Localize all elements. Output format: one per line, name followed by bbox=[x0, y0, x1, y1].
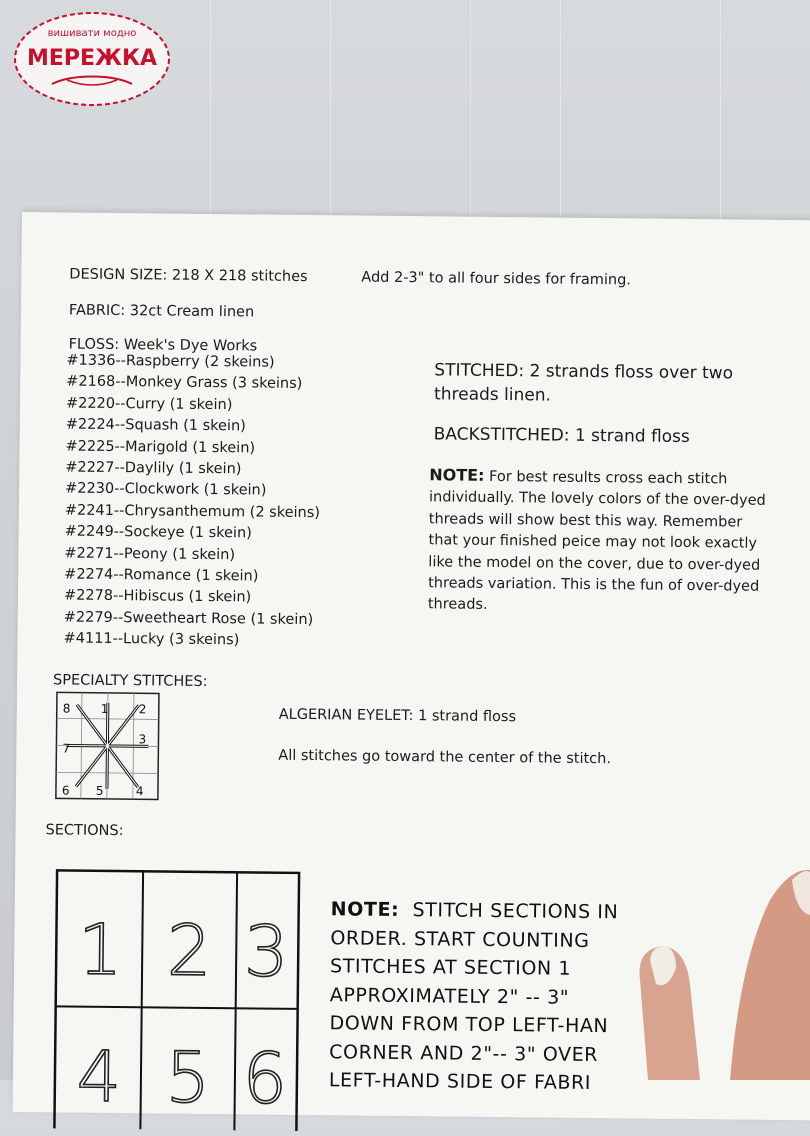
section-number: 4 bbox=[76, 1035, 122, 1119]
svg-text:МЕРЕЖКА: МЕРЕЖКА bbox=[26, 46, 158, 71]
section-number: 2 bbox=[166, 909, 212, 993]
sections-heading: SECTIONS: bbox=[45, 822, 124, 840]
floss-item: #2225--Marigold (1 skein) bbox=[65, 438, 256, 457]
floss-item: #2241--Chrysanthemum (2 skeins) bbox=[64, 502, 321, 521]
eyelet-number: 5 bbox=[95, 783, 104, 798]
floss-item: #2279--Sweetheart Rose (1 skein) bbox=[63, 609, 314, 628]
floss-item: #2227--Daylily (1 skein) bbox=[65, 459, 242, 478]
wood-grain bbox=[720, 0, 721, 230]
eyelet-number: 4 bbox=[135, 784, 144, 799]
floss-item: #4111--Lucky (3 skeins) bbox=[63, 630, 240, 649]
section-number: 3 bbox=[243, 910, 289, 993]
sections-note-line: CORNER AND 2"-- 3" OVER bbox=[329, 1040, 599, 1066]
pattern-page bbox=[13, 212, 810, 1120]
section-number: 6 bbox=[242, 1037, 288, 1120]
note-text: For best results cross each stitch individually. The lovely colors of the over-dyed threads will show best this way. Remember that your finished peice may not look exactly like the model on the cover, due to over-dyed threads variation. This is the fun of over-dyed threads. bbox=[427, 468, 766, 614]
algerian-eyelet-diagram bbox=[54, 690, 161, 801]
floss-item: #2249--Sockeye (1 skein) bbox=[64, 523, 252, 542]
floss-item: #2271--Peony (1 skein) bbox=[64, 545, 236, 563]
sections-note-label: NOTE: bbox=[330, 898, 400, 921]
eyelet-number: 7 bbox=[62, 741, 71, 756]
eyelet-number: 8 bbox=[62, 701, 71, 716]
algerian-eyelet-label: ALGERIAN EYELET: 1 strand floss bbox=[278, 706, 517, 726]
floss-item: #1336--Raspberry (2 skeins) bbox=[66, 352, 275, 371]
eyelet-number: 1 bbox=[100, 701, 109, 716]
floss-item: #2274--Romance (1 skein) bbox=[64, 566, 259, 585]
floss-list bbox=[63, 350, 321, 652]
sections-note-line: STITCHES AT SECTION 1 bbox=[330, 955, 572, 980]
floss-item: #2230--Clockwork (1 skein) bbox=[65, 480, 267, 500]
note-block bbox=[428, 464, 770, 619]
svg-text:вишивати модно: вишивати модно bbox=[47, 28, 137, 39]
floss-heading: FLOSS: Week's Dye Works bbox=[68, 336, 258, 355]
fabric: FABRIC: 32ct Cream linen bbox=[68, 302, 255, 321]
brand-logo bbox=[12, 10, 172, 108]
sections-note-line: NOTE: STITCH SECTIONS IN bbox=[330, 898, 619, 924]
floss-item: #2168--Monkey Grass (3 skeins) bbox=[66, 373, 303, 393]
sections-note-line: DOWN FROM TOP LEFT-HAN bbox=[329, 1012, 609, 1038]
section-number: 1 bbox=[77, 908, 123, 992]
eyelet-number: 2 bbox=[138, 702, 147, 717]
eyelet-direction: All stitches go toward the center of the stitch. bbox=[278, 747, 612, 768]
sections-grid bbox=[52, 868, 301, 1131]
specialty-heading: SPECIALTY STITCHES: bbox=[53, 672, 208, 690]
sections-note bbox=[329, 895, 711, 1098]
floss-item: #2220--Curry (1 skein) bbox=[65, 395, 233, 414]
design-size: DESIGN SIZE: 218 X 218 stitches bbox=[69, 266, 308, 285]
eyelet-number: 3 bbox=[138, 732, 147, 747]
sections-note-line: APPROXIMATELY 2" -- 3" bbox=[329, 983, 570, 1009]
wood-grain bbox=[330, 0, 331, 230]
stitched-note: STITCHED: 2 strands floss over two threads linen. bbox=[434, 360, 734, 406]
note-label: NOTE: bbox=[429, 465, 485, 485]
wood-grain bbox=[470, 0, 471, 230]
floss-item: #2278--Hibiscus (1 skein) bbox=[63, 587, 252, 606]
wood-grain bbox=[560, 0, 561, 230]
sections-note-line: LEFT-HAND SIDE OF FABRI bbox=[328, 1069, 592, 1095]
floss-item: #2224--Squash (1 skein) bbox=[65, 416, 246, 435]
framing-note: Add 2-3" to all four sides for framing. bbox=[361, 269, 632, 289]
eyelet-number: 6 bbox=[61, 783, 70, 798]
backstitched-note: BACKSTITCHED: 1 strand floss bbox=[433, 424, 690, 448]
sections-note-line: ORDER. START COUNTING bbox=[330, 926, 590, 952]
wood-grain bbox=[210, 0, 211, 230]
section-number: 5 bbox=[165, 1036, 211, 1120]
